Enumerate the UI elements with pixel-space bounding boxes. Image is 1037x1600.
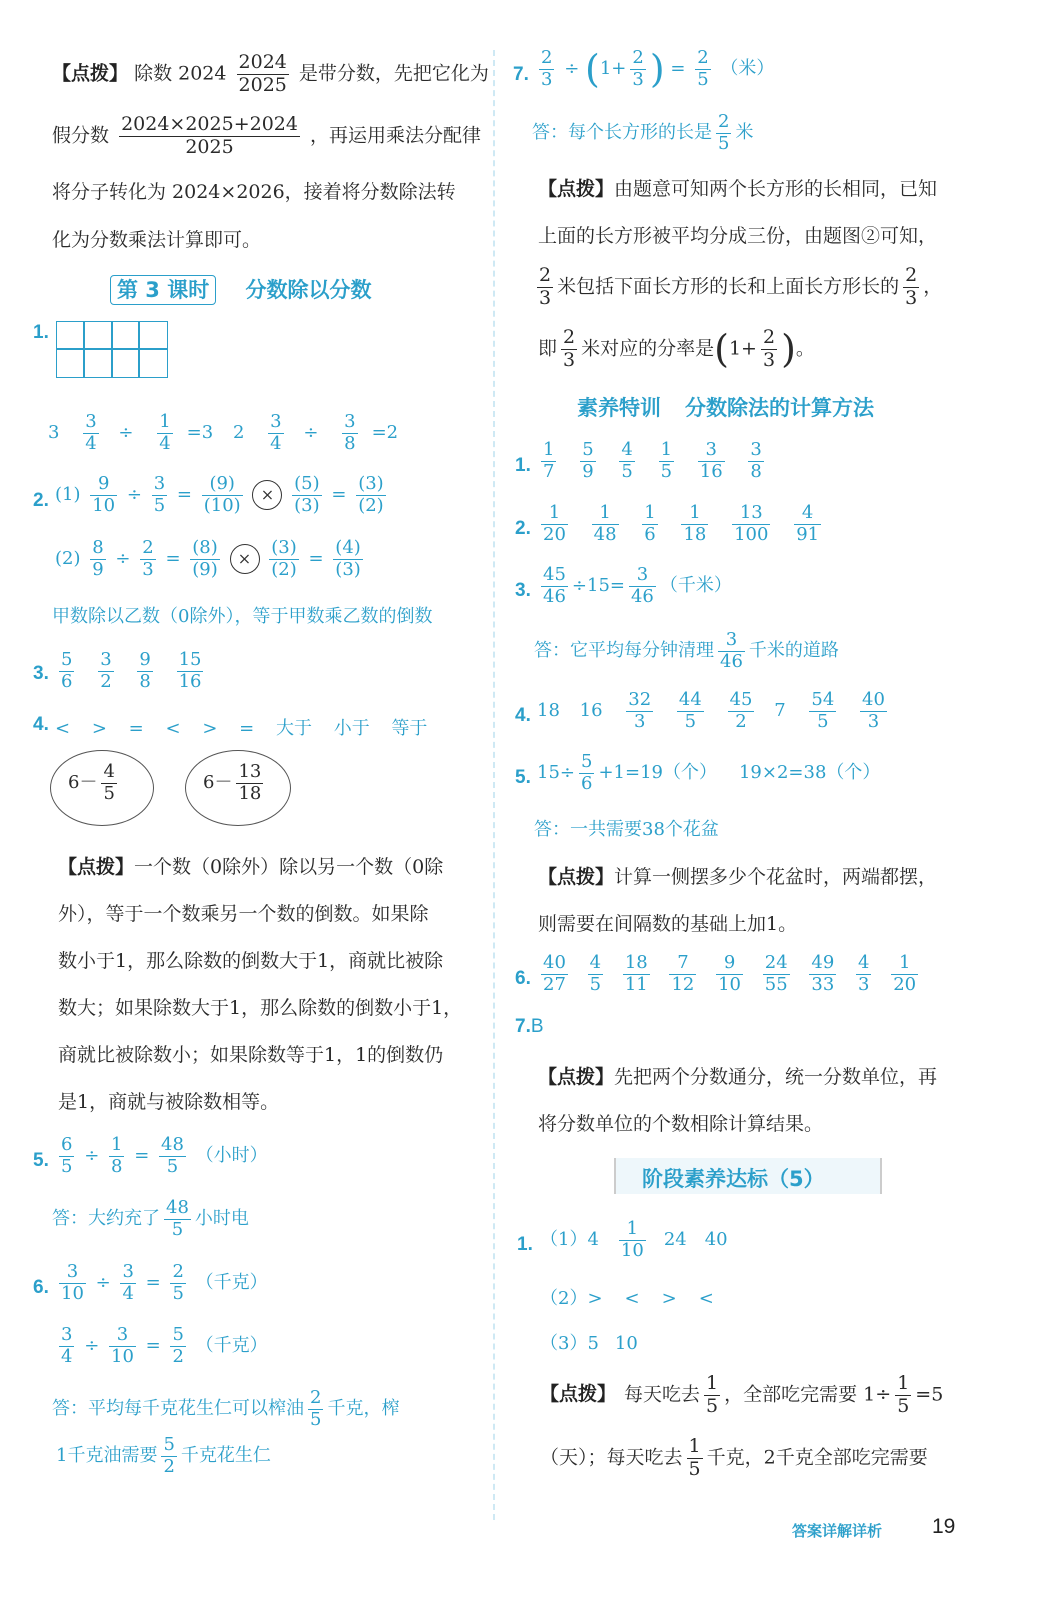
s2-number: 2. xyxy=(515,518,531,539)
t1-part-1: （1）4 $\frac{1}{10}$ 24 40 xyxy=(540,1218,728,1261)
s3-number: 3. xyxy=(515,580,531,601)
multiply-circle: × xyxy=(230,544,260,574)
q3-number: 3. xyxy=(33,663,49,684)
multiply-circle: × xyxy=(252,480,282,510)
t1-tip-line-1: 【点拨】 每天吃去 $\frac{1}{5}$ ，全部吃完需要 1÷ $\frac{1}{5}$ =5 xyxy=(540,1372,944,1417)
page-number: 19 xyxy=(932,1515,956,1538)
footer-label: 答案详解详析 xyxy=(792,1522,883,1540)
fraction: $\frac{2024\times 2025+2024}{2025}$ xyxy=(121,113,298,158)
s3-answer: 答：它平均每分钟清理 $\frac{3}{46}$ 千米的道路 xyxy=(534,629,839,672)
fraction-grid-diagram xyxy=(56,321,168,378)
q4-tip-line-3: 数小于1，那么除数的倒数大于1，商就比被除 xyxy=(58,950,444,972)
s4-answers: 18 16 $\frac{32}{3}$ $\frac{44}{5}$ $\frac{45}{2}$ 7 $\frac{54}{5}$ $\frac{40}{3}$ xyxy=(537,689,885,732)
stage-title: 阶段素养达标（5） xyxy=(642,1167,825,1191)
s6-number: 6. xyxy=(515,968,531,989)
lesson-title xyxy=(110,274,372,304)
q4-tip-line-5: 商就比被除数小；如果除数等于1，1的倒数仍 xyxy=(58,1044,444,1066)
s6-answers: $\frac{40}{27}$ $\frac{4}{5}$ $\frac{18}{11}$ $\frac{7}{12}$ $\frac{9}{10}$ $\frac{24}{55}$ $\frac{49}{33}$ $\frac{4}{3}$ $\frac{1}{20}$ xyxy=(543,952,917,995)
q7-number: 7. xyxy=(513,64,529,85)
oval-expression-2-text: 6－ $\frac{13}{18}$ xyxy=(203,761,262,804)
s5-tip-line-2: 则需要在间隔数的基础上加1。 xyxy=(538,913,798,935)
q2-part-2: (2) $\frac{8}{9}$ ÷ $\frac{2}{3}$ = $\frac{(8)}{(9)}$ × $\frac{(3)}{(2)}$ = $\frac{(4)}{(3)}$ xyxy=(55,537,361,580)
s4-number: 4. xyxy=(515,705,531,726)
special-training-title: 素养特训 分数除法的计算方法 xyxy=(577,396,874,420)
q6-answer-1: 答：平均每千克花生仁可以榨油 $\frac{2}{5}$ 千克，榨 xyxy=(52,1387,400,1430)
q6-equation-1: $\frac{3}{10}$ ÷ $\frac{3}{4}$ = $\frac{2}{5}$ （千克） xyxy=(61,1261,268,1304)
lesson-number: 第 3 课时 xyxy=(110,275,216,305)
q7-tip-line-4: 即 $\frac{2}{3}$ 米对应的分率是(1+ $\frac{2}{3}$ )。 xyxy=(538,326,815,372)
s7-tip-line-1: 【点拨】先把两个分数通分，统一分数单位，再 xyxy=(538,1066,938,1088)
s5-tip-line-1: 【点拨】计算一侧摆多少个花盆时，两端都摆， xyxy=(538,866,938,888)
q6-number: 6. xyxy=(33,1277,49,1298)
q7-tip-line-3: $\frac{2}{3}$ 米包括下面长方形的长和上面长方形长的 $\frac{2}{3}$ ， xyxy=(539,264,943,309)
s2-answers: $\frac{1}{20}$ $\frac{1}{48}$ $\frac{1}{6}$ $\frac{1}{18}$ $\frac{13}{100}$ $\frac{4}{91}$ xyxy=(543,502,820,545)
t1-part-2: （2）> < > < xyxy=(540,1288,714,1309)
q7-answer: 答：每个长方形的长是 $\frac{2}{5}$ 米 xyxy=(532,111,754,154)
q5-answer: 答：大约充了 $\frac{48}{5}$ 小时电 xyxy=(52,1197,249,1240)
t1-part-3: （3）5 10 xyxy=(540,1333,638,1354)
lesson-subject: 分数除以分数 xyxy=(245,278,372,302)
q4-answers: < > = < > = 大于 小于 等于 xyxy=(55,718,428,739)
q4-tip-line-6: 是1，商就与被除数相等。 xyxy=(58,1091,280,1113)
q5-number: 5. xyxy=(33,1150,49,1171)
s7-tip-line-2: 将分数单位的个数相除计算结果。 xyxy=(538,1113,824,1135)
q4-tip-line-2: 外），等于一个数乘另一个数的倒数。如果除 xyxy=(58,903,429,925)
q1-number: 1. xyxy=(33,322,49,343)
q7-equation: $\frac{2}{3}$ ÷ (1+ $\frac{2}{3}$ ) = $\frac{2}{5}$ （米） xyxy=(541,47,775,92)
intro-line-1: 【点拨】 除数 2024 $\frac{2024}{2025}$ 是带分数，先把它化为 xyxy=(52,51,489,96)
intro-line-2: 假分数 $\frac{2024\times 2025+2024}{2025}$ ，再运用乘法分配律 xyxy=(52,113,482,158)
s5-number: 5. xyxy=(515,767,531,788)
column-divider xyxy=(493,50,495,1520)
intro-line-3: 将分子转化为 2024×2026，接着将分数除法转 xyxy=(52,181,456,203)
s1-number: 1. xyxy=(515,455,531,476)
q3-answers: $\frac{5}{6}$ $\frac{3}{2}$ $\frac{9}{8}$ $\frac{15}{16}$ xyxy=(61,649,202,692)
q6-answer-2: 1千克油需要 $\frac{5}{2}$ 千克花生仁 xyxy=(56,1434,271,1477)
q2-rule: 甲数除以乙数（0除外），等于甲数乘乙数的倒数 xyxy=(52,606,433,627)
fraction: $\frac{2024}{2025}$ xyxy=(238,51,287,96)
s3-equation: $\frac{45}{46}$ ÷15= $\frac{3}{46}$ （千米） xyxy=(543,564,732,607)
q7-tip-line-1: 【点拨】由题意可知两个长方形的长相同，已知 xyxy=(538,178,938,200)
tip-label: 【点拨】 xyxy=(52,62,129,85)
q4-tip-line-4: 数大；如果除数大于1，那么除数的倒数小于1， xyxy=(58,997,463,1019)
q4-tip-line-1: 【点拨】一个数（0除外）除以另一个数（0除 xyxy=(58,856,444,878)
q5-equation: $\frac{6}{5}$ ÷ $\frac{1}{8}$ = $\frac{48}{5}$ （小时） xyxy=(61,1134,268,1177)
q1-equation: 3 $\frac{3}{4}$ ÷ $\frac{1}{4}$ =3 2 $\frac{3}{4}$ ÷ $\frac{3}{8}$ =2 xyxy=(48,411,399,454)
q2-number: 2. xyxy=(33,490,49,511)
oval-expression-1-text: 6－ $\frac{4}{5}$ xyxy=(68,761,115,804)
q7-tip-line-2: 上面的长方形被平均分成三份，由题图②可知， xyxy=(538,225,938,247)
q2-part-1: (1) $\frac{9}{10}$ ÷ $\frac{3}{5}$ = $\frac{(9)}{(10)}$ × $\frac{(5)}{(3)}$ = $\frac{(3)}{(2)}$ xyxy=(55,473,384,516)
q4-number: 4. xyxy=(33,714,49,735)
s5-equation: 15÷ $\frac{5}{6}$ +1=19（个） 19×2=38（个） xyxy=(537,751,881,794)
q6-equation-2: $\frac{3}{4}$ ÷ $\frac{3}{10}$ = $\frac{5}{2}$ （千克） xyxy=(61,1324,268,1367)
s5-answer: 答：一共需要38个花盆 xyxy=(534,819,719,840)
s7-number: 7.B xyxy=(515,1016,544,1037)
t1-tip-line-2: （天）；每天吃去 $\frac{1}{5}$ 千克，2千克全部吃完需要 xyxy=(540,1435,928,1480)
s1-answers: $\frac{1}{7}$ $\frac{5}{9}$ $\frac{4}{5}$ $\frac{1}{5}$ $\frac{3}{16}$ $\frac{3}{8}$ xyxy=(543,439,762,482)
intro-line-4: 化为分数乘法计算即可。 xyxy=(52,229,262,251)
t1-number: 1. xyxy=(517,1234,533,1255)
